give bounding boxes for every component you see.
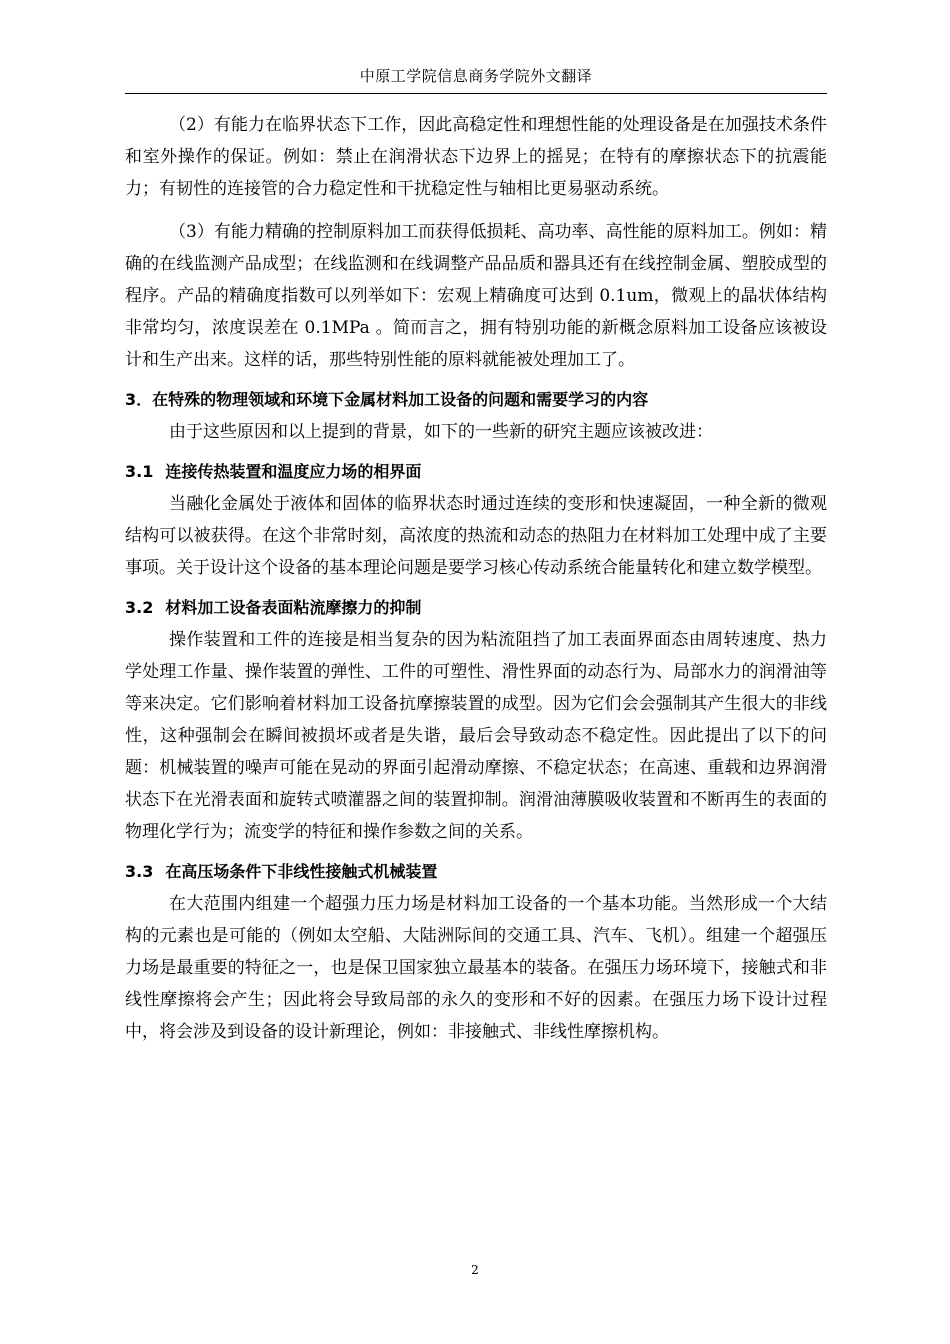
page-header: 中原工学院信息商务学院外文翻译 (359, 67, 593, 85)
subsection-heading-3-1 (125, 456, 827, 488)
page-number: 2 (471, 1263, 479, 1277)
paragraph-section-3-2: 操作装置和工件的连接是相当复杂的因为粘流阻挡了加工表面界面态由周转速度、热力学处理工作量、操作装置的弹性、工件的可塑性、滑性界面的动态行为、局部水力的润滑油等等来决定。它们影响着材料加工设备抗摩擦装置的成型。因为它们会会强制其产生很大的非线性，这种强制会在瞬间被损坏或者是失谐，最后会导致动态不稳定性。因此提出了以下的问题：机械装置的噪声可能在晃动的界面引起滑动摩擦、不稳定状态；在高速、重载和边界润滑状态下在光滑表面和旋转式喷灌器之间的装置抑制。润滑油薄膜吸收装置和不断再生的表面的物理化学行为；流变学的特征和操作参数之间的关系。 (125, 630, 827, 842)
subsection-number: 3.2 (125, 598, 154, 617)
header-divider (125, 93, 827, 94)
paragraph-section-3-1: 当融化金属处于液体和固体的临界状态时通过连续的变形和快速凝固，一种全新的微观结构可以被获得。在这个非常时刻，高浓度的热流和动态的热阻力在材料加工处理中成了主要事项。关于设计这个设备的基本理论问题是要学习核心传动系统合能量转化和建立数学模型。 (125, 494, 827, 578)
subsection-title: 在高压场条件下非线性接触式机械装置 (165, 862, 438, 881)
paragraph-section-3-3: 在大范围内组建一个超强力压力场是材料加工设备的一个基本功能。当然形成一个大结构的元素也是可能的（例如太空船、大陆洲际间的交通工具、汽车、飞机）。组建一个超强压力场是最重要的特征之一，也是保卫国家独立最基本的装备。在强压力场环境下，接触式和非线性摩擦将会产生；因此将会导致局部的永久的变形和不好的因素。在强压力场下设计过程中，将会涉及到设备的设计新理论，例如：非接触式、非线性摩擦机构。 (125, 894, 827, 1042)
subsection-heading-3-3 (125, 856, 827, 888)
subsection-title: 连接传热装置和温度应力场的相界面 (165, 462, 422, 481)
subsection-heading-3-2 (125, 592, 827, 624)
page-body (125, 109, 827, 1048)
subsection-number: 3.3 (125, 862, 154, 881)
section-heading-3: 3．在特殊的物理领域和环境下金属材料加工设备的问题和需要学习的内容 (125, 390, 649, 409)
subsection-number: 3.1 (125, 462, 154, 481)
subsection-title: 材料加工设备表面粘流摩擦力的抑制 (165, 598, 422, 617)
paragraph-capability-3: （3）有能力精确的控制原料加工而获得低损耗、高功率、高性能的原料加工。例如：精确的在线监测产品成型；在线监测和在线调整产品品质和器具还有在线控制金属、塑胶成型的程序。产品的精确度指数可以列举如下：宏观上精确度可达到 0.1um，微观上的晶状体结构非常均匀，浓度误差在 0.1MPa 。简而言之，拥有特别功能的新概念原料加工设备应该被设计和生产出来。这样的话，那些特别性能的原料就能被处理加工了。 (125, 222, 827, 370)
paragraph-section-3-intro: 由于这些原因和以上提到的背景，如下的一些新的研究主题应该被改进： (169, 422, 713, 442)
paragraph-capability-2: （2）有能力在临界状态下工作，因此高稳定性和理想性能的处理设备是在加强技术条件和室外操作的保证。例如：禁止在润滑状态下边界上的摇晃；在特有的摩擦状态下的抗震能力；有韧性的连接管的合力稳定性和干扰稳定性与轴相比更易驱动系统。 (125, 115, 827, 199)
